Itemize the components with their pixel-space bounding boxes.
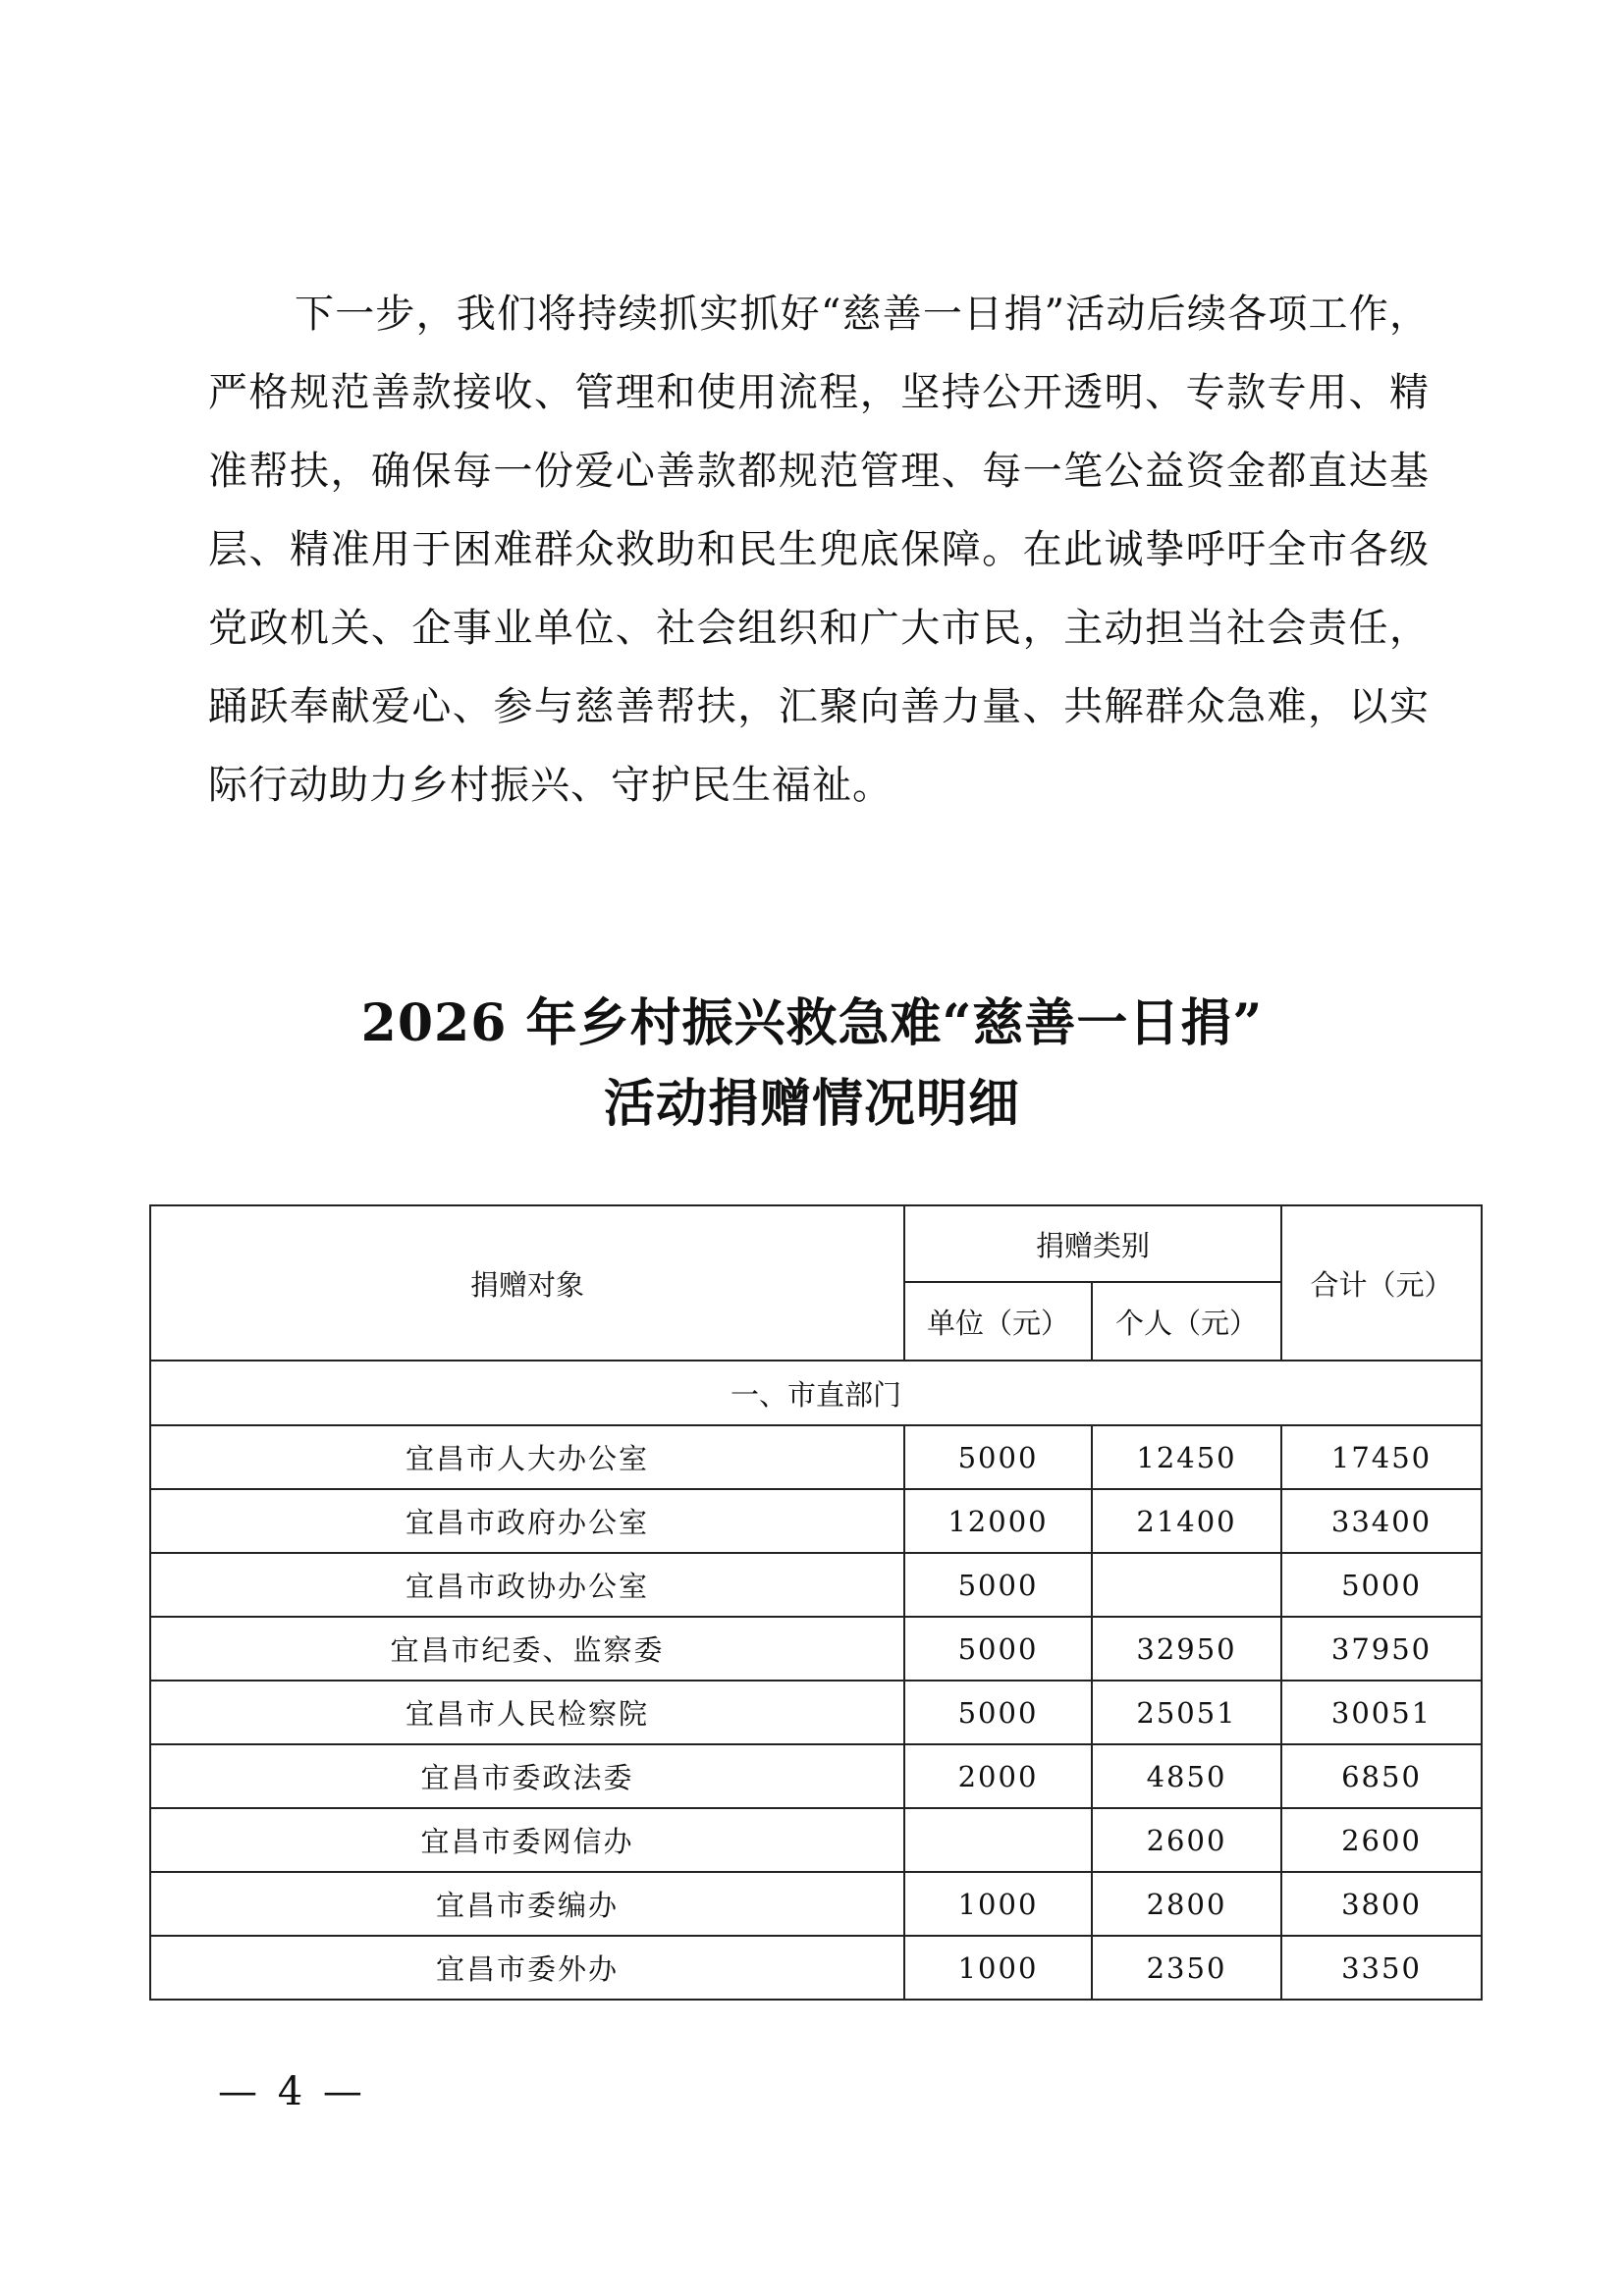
cell-total: 17450	[1281, 1425, 1482, 1489]
body-paragraph: 下一步，我们将持续抓实抓好“慈善一日捐”活动后续各项工作，严格规范善款接收、管理和使用流程，坚持公开透明、专款专用、精准帮扶，确保每一份爱心善款都规范管理、每一笔公益资金都直达基层、精准用于困难群众救助和民生兜底保障。在此诚挚呼吁全市各级党政机关、企事业单位、社会组织和广大市民，主动担当社会责任，踊跃奉献爱心、参与慈善帮扶，汇聚向善力量、共解群众急难，以实际行动助力乡村振兴、守护民生福祉。	[208, 292, 1430, 808]
cell-name: 宜昌市政协办公室	[150, 1553, 904, 1617]
cell-person: 21400	[1092, 1489, 1281, 1553]
cell-total: 5000	[1281, 1553, 1482, 1617]
header-total: 合计（元）	[1281, 1205, 1482, 1361]
cell-total: 2600	[1281, 1808, 1482, 1872]
cell-unit	[904, 1808, 1092, 1872]
cell-total: 3350	[1281, 1936, 1482, 2000]
header-unit: 单位（元）	[904, 1282, 1092, 1361]
table-row	[150, 1681, 1482, 1744]
donation-table	[149, 1204, 1483, 2001]
cell-total: 3800	[1281, 1872, 1482, 1936]
cell-unit: 5000	[904, 1681, 1092, 1744]
cell-unit: 5000	[904, 1617, 1092, 1681]
table-title-line-2: 活动捐赠情况明细	[603, 1074, 1020, 1134]
cell-name: 宜昌市人大办公室	[150, 1425, 904, 1489]
table-row	[150, 1489, 1482, 1553]
cell-person: 32950	[1092, 1617, 1281, 1681]
cell-person	[1092, 1553, 1281, 1617]
cell-total: 6850	[1281, 1744, 1482, 1808]
table-row	[150, 1425, 1482, 1489]
cell-unit: 1000	[904, 1936, 1092, 2000]
table-title-line-1: 2026 年乡村振兴救急难“慈善一日捐”	[360, 993, 1264, 1053]
table-row	[150, 1872, 1482, 1936]
cell-person: 2350	[1092, 1936, 1281, 2000]
cell-name: 宜昌市纪委、监察委	[150, 1617, 904, 1681]
table-row	[150, 1553, 1482, 1617]
cell-name: 宜昌市政府办公室	[150, 1489, 904, 1553]
header-person: 个人（元）	[1092, 1282, 1281, 1361]
cell-total: 33400	[1281, 1489, 1482, 1553]
cell-person: 2800	[1092, 1872, 1281, 1936]
table-header-row	[150, 1205, 1482, 1282]
cell-unit: 12000	[904, 1489, 1092, 1553]
cell-name: 宜昌市人民检察院	[150, 1681, 904, 1744]
cell-person: 4850	[1092, 1744, 1281, 1808]
cell-unit: 1000	[904, 1872, 1092, 1936]
table-row	[150, 1936, 1482, 2000]
table-row	[150, 1617, 1482, 1681]
cell-total: 37950	[1281, 1617, 1482, 1681]
section-row	[150, 1361, 1482, 1425]
cell-person: 25051	[1092, 1681, 1281, 1744]
cell-name: 宜昌市委政法委	[150, 1744, 904, 1808]
cell-person: 2600	[1092, 1808, 1281, 1872]
cell-unit: 2000	[904, 1744, 1092, 1808]
cell-unit: 5000	[904, 1553, 1092, 1617]
page-number: — 4 —	[218, 2069, 366, 2114]
cell-person: 12450	[1092, 1425, 1281, 1489]
cell-name: 宜昌市委外办	[150, 1936, 904, 2000]
header-donation-category: 捐赠类别	[904, 1205, 1281, 1282]
section-title: 一、市直部门	[150, 1361, 1482, 1425]
cell-name: 宜昌市委编办	[150, 1872, 904, 1936]
cell-name: 宜昌市委网信办	[150, 1808, 904, 1872]
cell-unit: 5000	[904, 1425, 1092, 1489]
header-donation-object: 捐赠对象	[150, 1205, 904, 1361]
cell-total: 30051	[1281, 1681, 1482, 1744]
table-row	[150, 1744, 1482, 1808]
table-row	[150, 1808, 1482, 1872]
